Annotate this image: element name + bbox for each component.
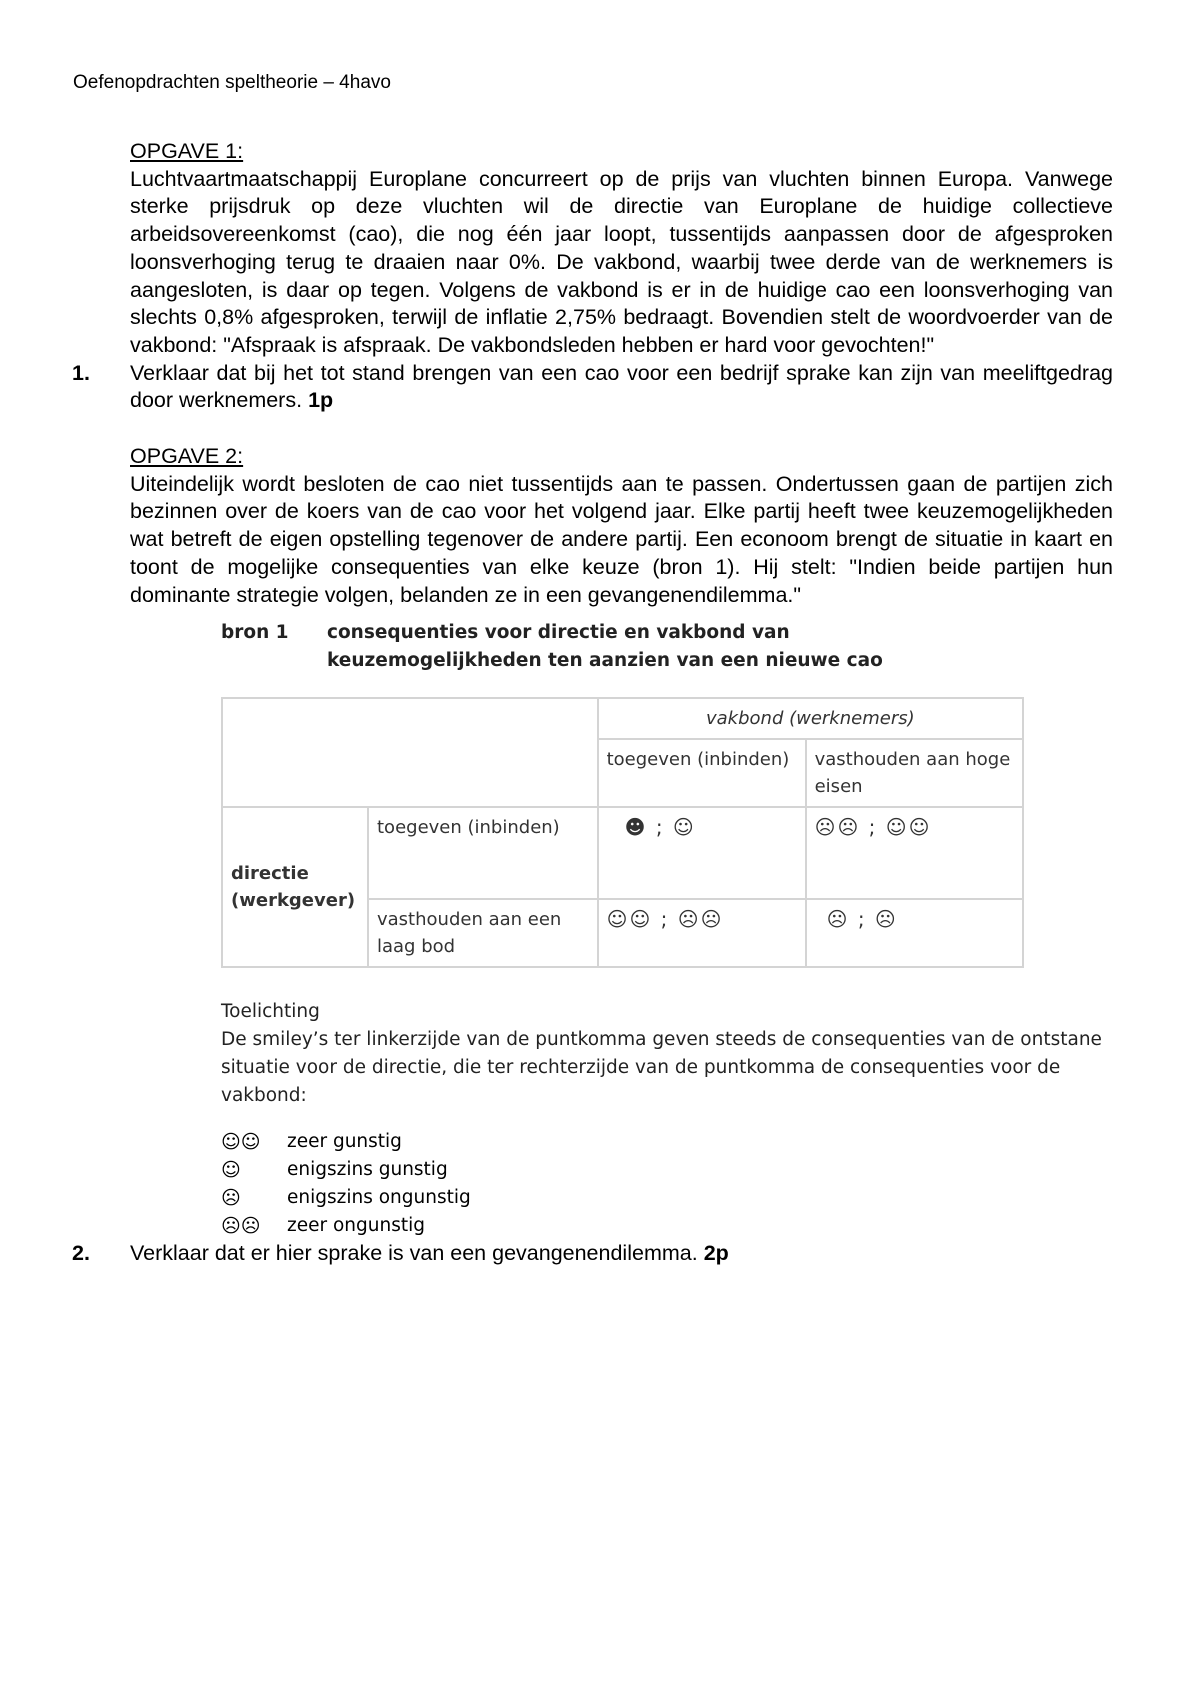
bron-1 — [221, 619, 1113, 1240]
question-1-text: Verklaar dat bij het tot stand brengen van een cao voor een bedrijf sprake kan zijn van meeliftgedrag door werknemers. — [130, 360, 1113, 413]
question-1-points: 1p — [308, 388, 334, 413]
opgave2-text: Uiteindelijk wordt besloten de cao niet tussentijds aan te passen. Ondertussen gaan de partijen zich bezinnen over de koers van de cao voor het volgend jaar. Elke partij heeft twee keuzemogelijkheden wat betreft de eigen opstelling tegenover de andere partij. Een econoom brengt de situatie in kaart en toont de mogelijke consequenties van elke keuze (bron 1). Hij stelt: "Indien beide partijen hun dominante strategie volgen, belanden ze in een gevangenendilemma." — [130, 471, 1113, 607]
legend-label: zeer ongunstig — [287, 1215, 425, 1237]
opgave1-text: Luchtvaartmaatschappij Europlane concurreert op de prijs van vluchten binnen Europa. Vanwege sterke prijsdruk op deze vluchten wil de directie van Europlane de huidige collectieve arbeidsovereenkomst (cao), die nog één jaar loopt, tussentijds aanpassen door de afgesproken loonsverhoging terug te draaien naar 0%. De vakbond, waarbij twee derde van de werknemers is aangesloten, is daar op tegen. Volgens de vakbond is er in de huidige cao een loonsverhoging van slechts 0,8% afgesproken, terwijl de inflatie 2,75% bedraagt. Bovendien stelt de woordvoerder van de vakbond: "Afspraak is afspraak. De vakbondsleden hebben er hard voor gevochten!" — [130, 166, 1113, 357]
opgave1-title: OPGAVE 1: — [130, 139, 244, 163]
legend-label: enigszins gunstig — [287, 1159, 448, 1181]
happy-icon: ☺ — [221, 1159, 241, 1182]
document-header: Oefenopdrachten speltheorie – 4havo — [73, 72, 391, 93]
sad-icon: ☹ — [221, 1187, 241, 1210]
matrix-col2-header: vasthouden aan hoge eisen — [806, 739, 1023, 807]
bron-caption: consequenties voor directie en vakbond van keuzemogelijkheden ten aanzien van een nieuwe cao — [327, 622, 883, 672]
question-2-text: Verklaar dat er hier sprake is van een gevangenendilemma. — [130, 1241, 698, 1266]
very-sad-icon: ☹☹ — [221, 1215, 261, 1238]
legend-label: zeer gunstig — [287, 1131, 402, 1153]
matrix-col-group: vakbond (werknemers) — [598, 698, 1023, 739]
document-content — [72, 138, 1113, 1268]
smiley-legend — [221, 1128, 1113, 1240]
legend-item — [221, 1128, 1113, 1156]
toelichting-text: De smiley’s ter linkerzijde van de puntkomma geven steeds de consequenties van de ontstane situatie voor de directie, die ter rechterzijde van de puntkomma de consequenties voor de vakbond: — [221, 1029, 1102, 1107]
matrix-row-group: directie (werkgever) — [222, 807, 368, 967]
legend-label: enigszins ongunstig — [287, 1187, 471, 1209]
question-2-number: 2. — [72, 1241, 90, 1266]
legend-item — [221, 1156, 1113, 1184]
question-2 — [72, 1240, 1113, 1268]
matrix-cell-r1c2: ☹☹ ; ☺☺ — [806, 807, 1023, 899]
matrix-cell-r1c1: ☻ ; ☺ — [598, 807, 806, 899]
question-2-points: 2p — [703, 1241, 729, 1266]
matrix-row2-header: vasthouden aan een laag bod — [368, 899, 598, 967]
payoff-matrix — [221, 697, 1024, 968]
question-1-number: 1. — [72, 360, 90, 385]
bron-label: bron 1 — [221, 622, 289, 644]
toelichting-title: Toelichting — [221, 1001, 320, 1023]
opgave2-title: OPGAVE 2: — [130, 444, 244, 469]
toelichting — [221, 998, 1113, 1110]
matrix-empty-corner — [222, 698, 598, 807]
matrix-cell-r2c1: ☺☺ ; ☹☹ — [598, 899, 806, 967]
very-happy-icon: ☺☺ — [221, 1131, 261, 1154]
question-1 — [72, 360, 1113, 415]
matrix-col1-header: toegeven (inbinden) — [598, 739, 806, 807]
matrix-row1-header: toegeven (inbinden) — [368, 807, 598, 899]
legend-item — [221, 1212, 1113, 1240]
legend-item — [221, 1184, 1113, 1212]
matrix-cell-r2c2: ☹ ; ☹ — [806, 899, 1023, 967]
